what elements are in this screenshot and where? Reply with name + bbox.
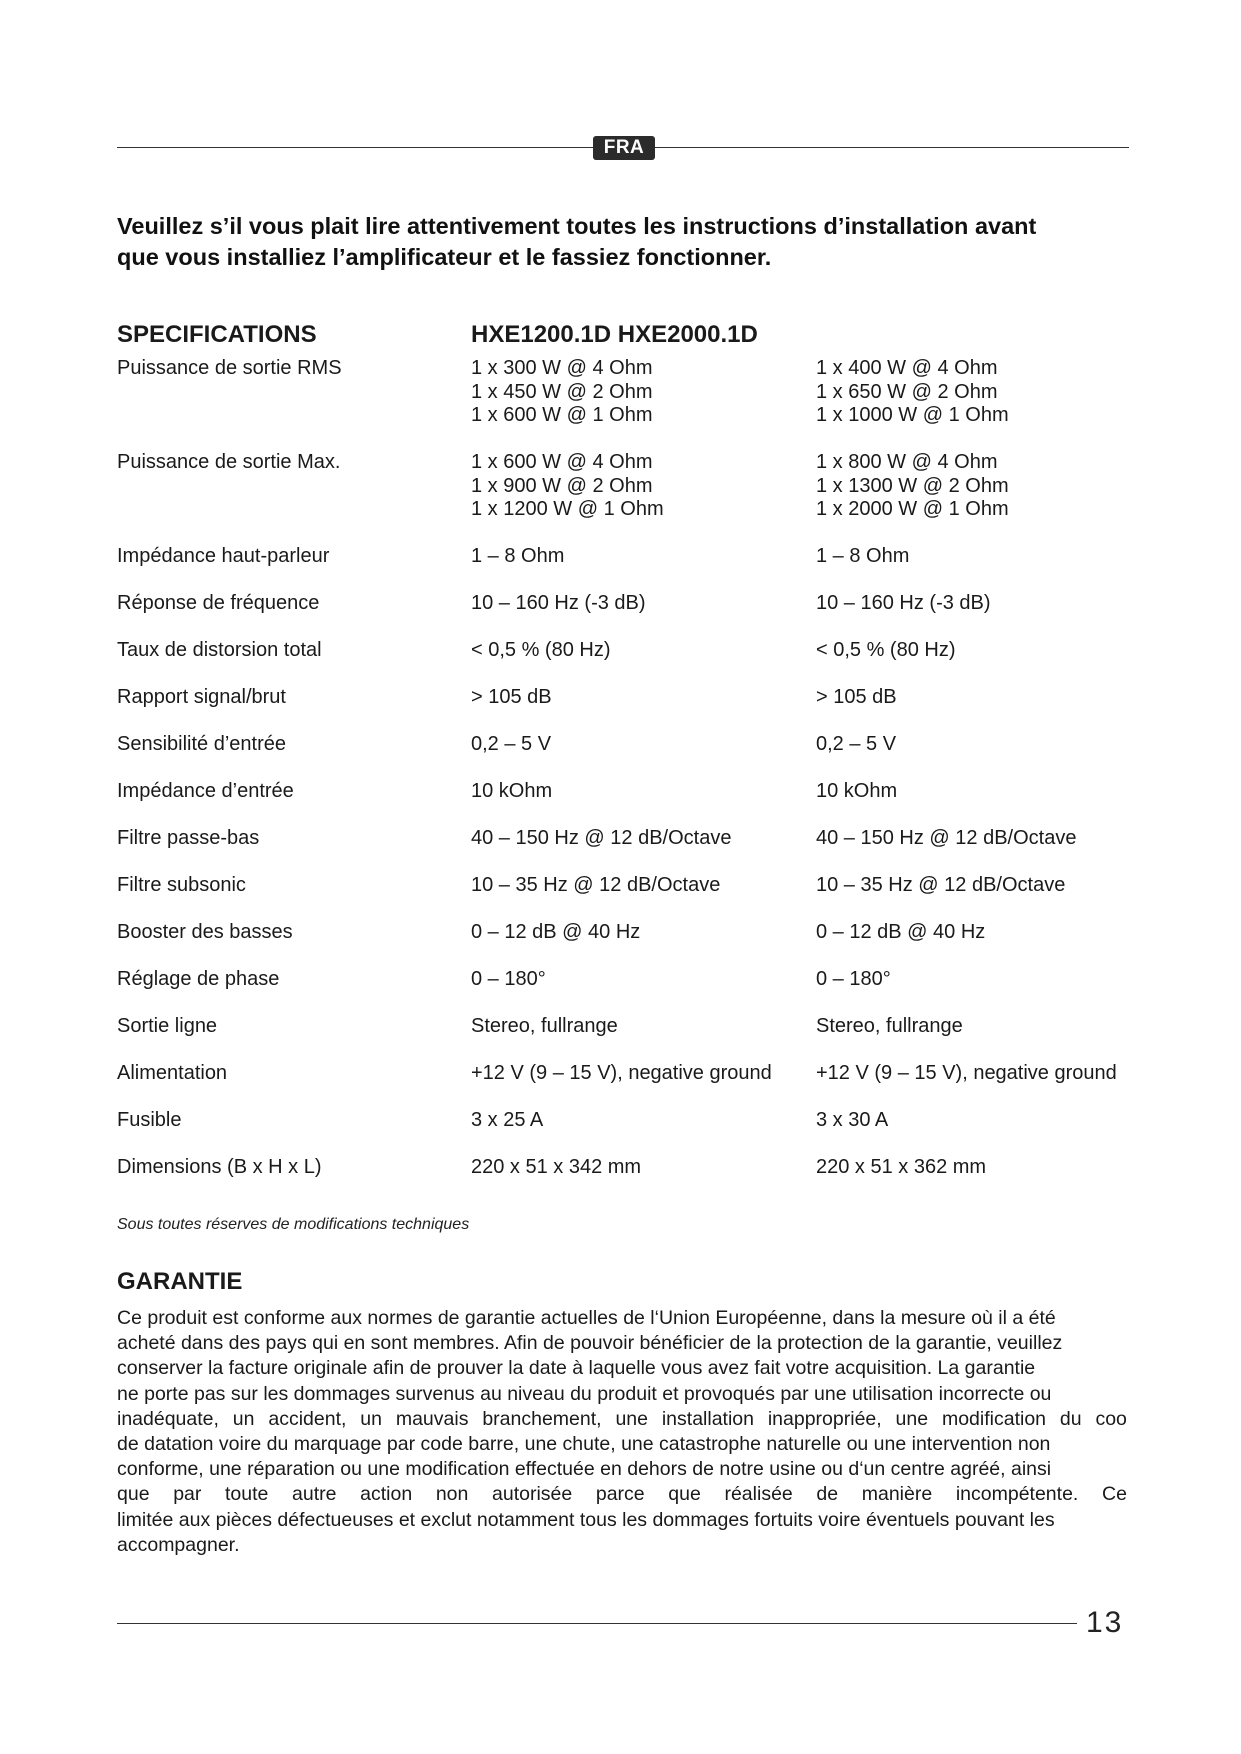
spec-row-rms	[117, 356, 1127, 428]
warranty-line	[117, 1407, 1127, 1432]
warranty-word: une	[615, 1407, 648, 1430]
warranty-word: inadéquate,	[117, 1407, 219, 1430]
warranty-word: incompétente.	[955, 1483, 1079, 1506]
warranty-word: Ce	[1101, 1483, 1127, 1506]
spec-value-model2: 220 x 51 x 362 mm	[816, 1156, 987, 1178]
spec-value-model2: 3 x 30 A	[816, 1109, 889, 1131]
spec-value-model1: +12 V (9 – 15 V), negative ground	[471, 1062, 772, 1084]
warranty-word: de	[816, 1483, 839, 1506]
spec-value-line: 1 x 1300 W @ 2 Ohm	[816, 474, 1009, 497]
spec-label: Réglage de phase	[117, 968, 280, 990]
spec-label: Impédance d’entrée	[117, 780, 294, 802]
spec-value-line: 1 x 650 W @ 2 Ohm	[816, 380, 998, 403]
spec-value-line: 1 x 600 W @ 1 Ohm	[471, 404, 653, 426]
warranty-word: branchement,	[482, 1407, 602, 1430]
warranty-word: mauvais	[395, 1407, 469, 1430]
warranty-word: une	[895, 1407, 929, 1430]
warranty-word: manière	[861, 1483, 933, 1506]
spec-label: Sensibilité d’entrée	[117, 733, 286, 755]
spec-value-model2: 0 – 12 dB @ 40 Hz	[816, 921, 986, 943]
spec-value-model1: > 105 dB	[471, 686, 552, 708]
spec-value-model1: < 0,5 % (80 Hz)	[471, 639, 611, 661]
warranty-paragraph	[117, 1306, 1127, 1558]
models-heading: HXE1200.1D HXE2000.1D	[471, 321, 758, 348]
intro-line: Veuillez s’il vous plait lire attentivement toutes les instructions d’installation avant	[117, 213, 1037, 239]
spec-value-model1: 10 – 35 Hz @ 12 dB/Octave	[471, 874, 721, 896]
spec-value-model2: Stereo, fullrange	[816, 1015, 963, 1037]
warranty-word: modification	[941, 1407, 1047, 1430]
warranty-word: réalisée	[724, 1483, 793, 1506]
warranty-line: acheté dans des pays qui en sont membres. Afin de pouvoir bénéficier de la protection de la garantie, veuillez	[117, 1332, 1063, 1355]
page-number: 13	[1086, 1606, 1124, 1639]
spec-value-model2: 10 – 35 Hz @ 12 dB/Octave	[816, 874, 1066, 896]
spec-value-line: 1 x 300 W @ 4 Ohm	[471, 357, 653, 379]
spec-label: Impédance haut-parleur	[117, 545, 330, 567]
warranty-line: conforme, une réparation ou une modification effectuée en dehors de notre usine ou d‘un centre agréé, ainsi	[117, 1458, 1052, 1481]
spec-label: Sortie ligne	[117, 1015, 218, 1037]
spec-value-model1: 0,2 – 5 V	[471, 733, 552, 755]
spec-value-line: 1 x 1000 W @ 1 Ohm	[816, 404, 1009, 426]
warranty-line: de datation voire du marquage par code barre, une chute, une catastrophe naturelle ou une intervention non	[117, 1433, 1051, 1456]
spec-label: Dimensions (B x H x L)	[117, 1156, 322, 1178]
warranty-line: limitée aux pièces défectueuses et exclut notamment tous les dommages fortuits voire éventuels pouvant les	[117, 1508, 1055, 1531]
spec-value-model1: 0 – 180°	[471, 968, 546, 990]
spec-value-model2: 1 – 8 Ohm	[816, 545, 910, 567]
warranty-line: ne porte pas sur les dommages survenus au niveau du produit et provoqués par une utilisation incorrecte ou	[117, 1382, 1052, 1405]
footer-rule	[117, 1623, 1077, 1624]
spec-value-model1: 40 – 150 Hz @ 12 dB/Octave	[471, 827, 732, 849]
warranty-word: accident,	[268, 1407, 347, 1430]
warranty-line: Ce produit est conforme aux normes de garantie actuelles de l‘Union Européenne, dans la mesure où il a été	[117, 1307, 1056, 1329]
spec-label: Fusible	[117, 1109, 182, 1131]
warranty-word: coo	[1095, 1407, 1127, 1430]
spec-label: Booster des basses	[117, 921, 293, 943]
spec-value-model1: 0 – 12 dB @ 40 Hz	[471, 921, 641, 943]
spec-row-max	[117, 450, 1127, 522]
spec-label: Rapport signal/brut	[117, 686, 286, 708]
language-badge: FRA	[593, 136, 655, 160]
warranty-word: que	[117, 1483, 150, 1506]
spec-label: Puissance de sortie RMS	[117, 357, 342, 379]
specs-footnote: Sous toutes réserves de modifications techniques	[117, 1216, 470, 1233]
spec-value-model2	[816, 356, 1009, 427]
spec-value-model2	[816, 450, 1009, 521]
warranty-word: action	[360, 1483, 413, 1506]
spec-value-model1: Stereo, fullrange	[471, 1015, 618, 1037]
warranty-word: inappropriée,	[767, 1407, 882, 1430]
spec-label: Filtre passe-bas	[117, 827, 260, 849]
warranty-word: autre	[292, 1483, 337, 1506]
spec-value-line: 1 x 2000 W @ 1 Ohm	[816, 498, 1009, 520]
spec-value-model1	[471, 356, 652, 427]
intro-text	[117, 211, 1117, 273]
spec-value-model2: < 0,5 % (80 Hz)	[816, 639, 956, 661]
spec-value-model2: 0 – 180°	[816, 968, 891, 990]
spec-value-model1	[471, 450, 664, 521]
warranty-line: conserver la facture originale afin de prouver la date à laquelle vous avez fait votre acquisition. La garantie	[117, 1357, 1036, 1380]
spec-value-model1: 10 kOhm	[471, 780, 553, 802]
warranty-word: par	[173, 1483, 202, 1506]
spec-value-model2: 0,2 – 5 V	[816, 733, 897, 755]
intro-line: que vous installiez l’amplificateur et le fassiez fonctionner.	[117, 244, 772, 270]
spec-label: Filtre subsonic	[117, 874, 246, 896]
warranty-word: installation	[661, 1407, 754, 1430]
spec-label: Alimentation	[117, 1062, 228, 1084]
spec-value-model2: 10 – 160 Hz (-3 dB)	[816, 592, 991, 614]
spec-value-line: 1 x 1200 W @ 1 Ohm	[471, 498, 664, 520]
warranty-word: un	[360, 1407, 382, 1430]
spec-label: Réponse de fréquence	[117, 592, 320, 614]
spec-value-model2: 40 – 150 Hz @ 12 dB/Octave	[816, 827, 1077, 849]
spec-value-model2: +12 V (9 – 15 V), negative ground	[816, 1062, 1117, 1084]
warranty-heading: GARANTIE	[117, 1268, 243, 1295]
spec-value-model1: 1 – 8 Ohm	[471, 545, 565, 567]
warranty-word: autorisée	[492, 1483, 573, 1506]
spec-value-line: 1 x 600 W @ 4 Ohm	[471, 451, 653, 473]
spec-label: Taux de distorsion total	[117, 639, 322, 661]
spec-value-line: 1 x 400 W @ 4 Ohm	[816, 357, 998, 379]
spec-value-model1: 220 x 51 x 342 mm	[471, 1156, 642, 1178]
warranty-word: un	[232, 1407, 255, 1430]
specifications-heading: SPECIFICATIONS	[117, 321, 317, 348]
warranty-line: accompagner.	[117, 1533, 240, 1556]
warranty-word: non	[435, 1483, 469, 1506]
warranty-word: du	[1059, 1407, 1082, 1430]
warranty-line	[117, 1482, 1127, 1507]
spec-value-line: 1 x 900 W @ 2 Ohm	[471, 474, 653, 497]
warranty-word: que	[668, 1483, 701, 1506]
spec-value-line: 1 x 450 W @ 2 Ohm	[471, 380, 653, 403]
warranty-word: parce	[595, 1483, 645, 1506]
warranty-word: toute	[225, 1483, 269, 1506]
spec-value-model2: > 105 dB	[816, 686, 897, 708]
spec-value-model2: 10 kOhm	[816, 780, 898, 802]
spec-value-model1: 10 – 160 Hz (-3 dB)	[471, 592, 646, 614]
spec-label: Puissance de sortie Max.	[117, 451, 341, 473]
spec-value-line: 1 x 800 W @ 4 Ohm	[816, 451, 998, 473]
spec-value-model1: 3 x 25 A	[471, 1109, 544, 1131]
